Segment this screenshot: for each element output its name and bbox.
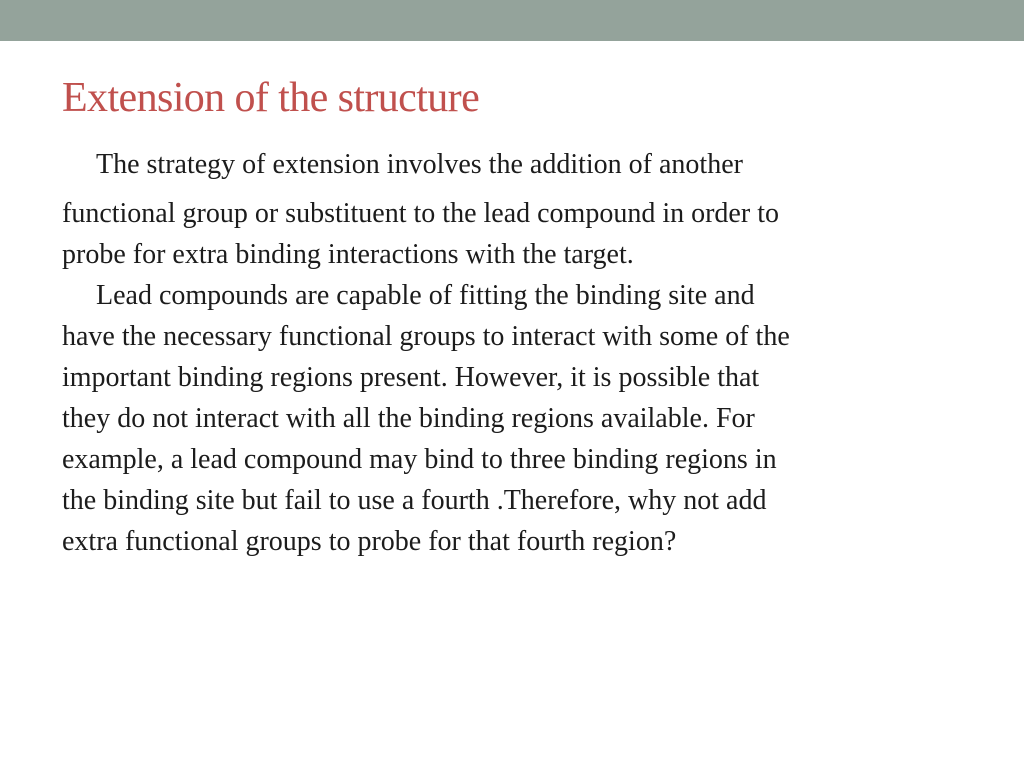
paragraph-lead-compounds [62, 275, 962, 562]
paragraph-line: the binding site but fail to use a fourth .Therefore, why not add [62, 485, 767, 516]
paragraph-line: example, a lead compound may bind to three binding regions in [62, 444, 777, 475]
paragraph-line: functional group or substituent to the lead compound in order to [62, 198, 779, 229]
paragraph-line: extra functional groups to probe for that fourth region? [62, 526, 677, 557]
paragraph-line: have the necessary functional groups to interact with some of the [62, 321, 790, 352]
paragraph-extension-strategy [62, 144, 962, 275]
paragraph-line: Lead compounds are capable of fitting the binding site and [96, 280, 755, 311]
slide-title: Extension of the structure [62, 75, 480, 121]
paragraph-line: probe for extra binding interactions with the target. [62, 239, 634, 270]
paragraph-line: they do not interact with all the binding regions available. For [62, 403, 755, 434]
top-accent-band [0, 0, 1024, 41]
slide-body [62, 144, 962, 562]
paragraph-line: The strategy of extension involves the addition of another [96, 149, 743, 180]
paragraph-line: important binding regions present. However, it is possible that [62, 362, 760, 393]
